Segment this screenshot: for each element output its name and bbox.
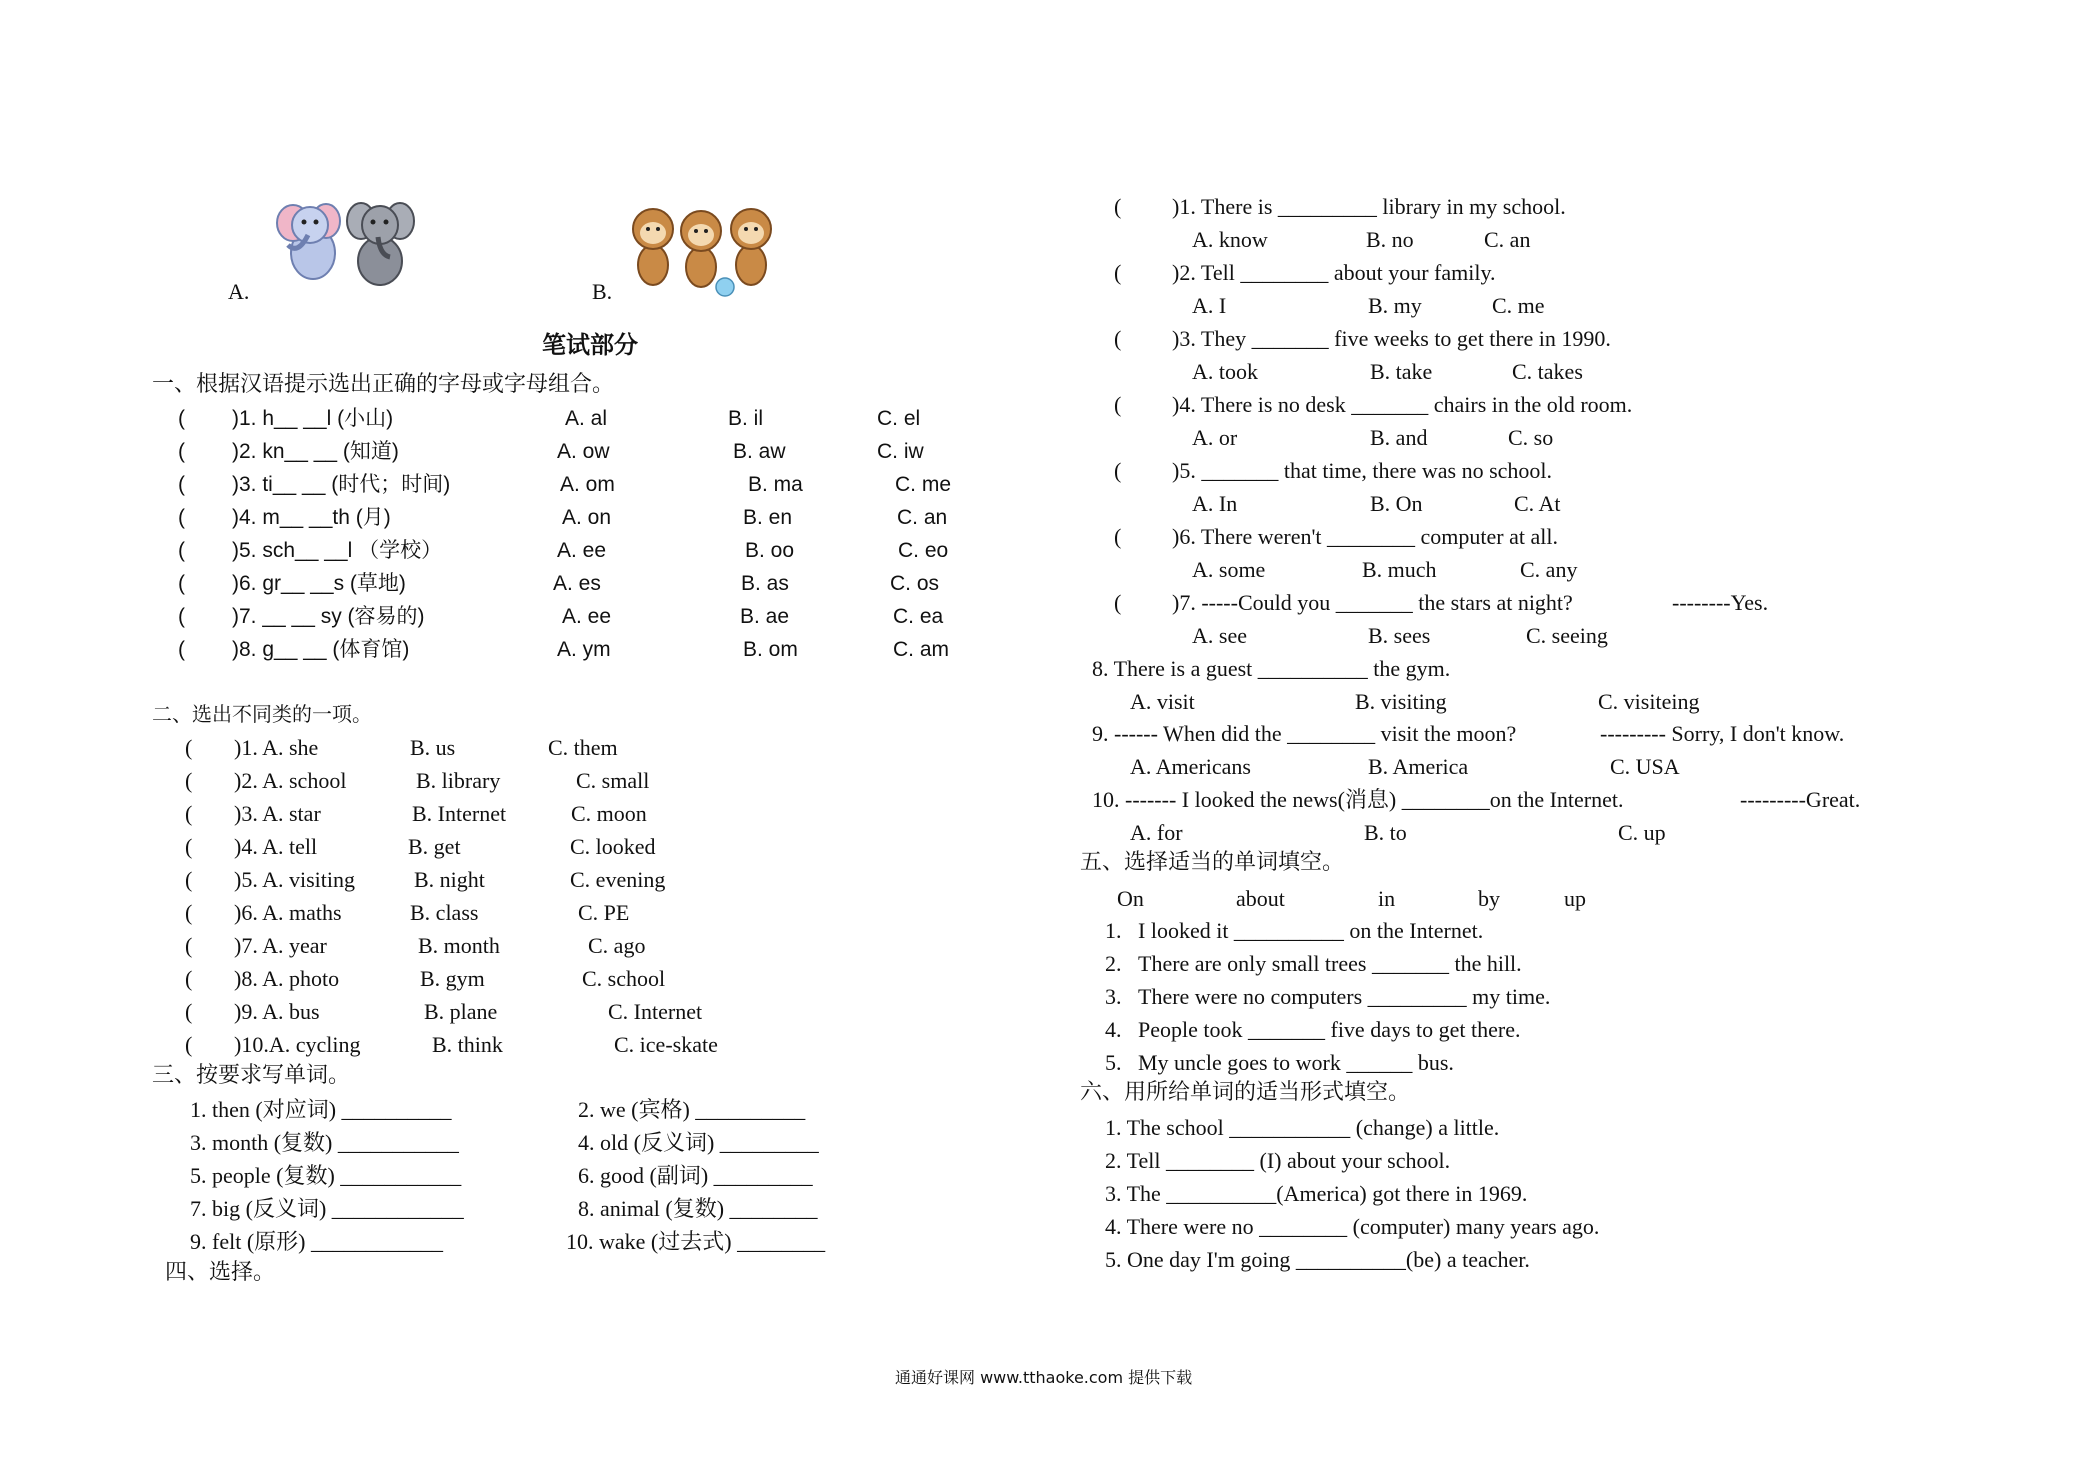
s1-paren: ( bbox=[178, 407, 185, 430]
s2-option-c: C. Internet bbox=[608, 999, 703, 1024]
s2-paren: ( bbox=[185, 933, 193, 958]
s4-option-a: A. some bbox=[1192, 557, 1266, 582]
s5-item: 1. I looked it __________ on the Internet. bbox=[1105, 918, 1484, 943]
s4-option-c: C. takes bbox=[1512, 359, 1583, 384]
s4-option-a: A. for bbox=[1130, 820, 1183, 845]
s2-option-a: )7. A. year bbox=[234, 933, 327, 958]
s3-right-item: 2. we (宾格) __________ bbox=[578, 1097, 806, 1122]
s1-option-c: C. el bbox=[877, 407, 921, 430]
s1-option-b: B. om bbox=[743, 638, 798, 661]
s1-option-b: B. il bbox=[728, 407, 764, 430]
s5-word: up bbox=[1564, 886, 1586, 911]
s1-option-a: A. ee bbox=[562, 605, 612, 628]
s4-question: 10. ------- I looked the news(消息) ________on the Internet. bbox=[1092, 787, 1624, 812]
s1-option-a: A. es bbox=[553, 572, 601, 595]
s1-paren: ( bbox=[178, 572, 185, 595]
s1-paren: ( bbox=[178, 440, 185, 463]
s2-paren: ( bbox=[185, 999, 193, 1024]
s4-paren: ( bbox=[1114, 194, 1122, 219]
picture-a-label: A. bbox=[228, 279, 250, 304]
s4-reply: ---------Great. bbox=[1740, 787, 1861, 812]
s1-option-b: B. ae bbox=[740, 605, 790, 628]
s4-option-b: B. America bbox=[1368, 754, 1469, 779]
s4-question: )6. There weren't ________ computer at all. bbox=[1172, 524, 1558, 549]
s2-option-b: B. gym bbox=[420, 966, 485, 991]
s5-word: about bbox=[1236, 886, 1285, 911]
s1-option-b: B. en bbox=[743, 506, 793, 529]
section3-heading: 三、按要求写单词。 bbox=[152, 1063, 351, 1088]
s4-option-b: B. On bbox=[1370, 491, 1423, 516]
s1-option-c: C. an bbox=[897, 506, 948, 529]
s2-option-b: B. plane bbox=[424, 999, 498, 1024]
s4-option-a: A. In bbox=[1192, 491, 1238, 516]
s3-right-item: 10. wake (过去式) ________ bbox=[566, 1229, 826, 1254]
s1-option-b: B. oo bbox=[745, 539, 795, 562]
s6-item: 2. Tell ________ (I) about your school. bbox=[1105, 1148, 1451, 1173]
s1-question: )6. gr__ __s (草地) bbox=[232, 572, 406, 595]
s1-option-c: C. me bbox=[895, 473, 952, 496]
s1-option-a: A. ee bbox=[557, 539, 607, 562]
s2-paren: ( bbox=[185, 801, 193, 826]
s4-option-b: B. visiting bbox=[1355, 689, 1447, 714]
s4-option-c: C. USA bbox=[1610, 754, 1680, 779]
s4-option-c: C. me bbox=[1492, 293, 1545, 318]
s2-paren: ( bbox=[185, 900, 193, 925]
s1-paren: ( bbox=[178, 539, 185, 562]
s3-right-item: 8. animal (复数) ________ bbox=[578, 1196, 818, 1221]
s1-option-a: A. ow bbox=[557, 440, 610, 463]
written-part-title: 笔试部分 bbox=[542, 331, 638, 359]
s3-left-item: 9. felt (原形) ____________ bbox=[190, 1229, 443, 1254]
s2-option-a: )10.A. cycling bbox=[234, 1032, 361, 1057]
s4-paren: ( bbox=[1114, 524, 1122, 549]
s2-option-b: B. library bbox=[416, 768, 501, 793]
s1-option-c: C. am bbox=[893, 638, 950, 661]
s2-option-b: B. month bbox=[418, 933, 500, 958]
s2-option-a: )3. A. star bbox=[234, 801, 321, 826]
s5-word: by bbox=[1478, 886, 1500, 911]
s4-reply: --------- Sorry, I don't know. bbox=[1600, 721, 1845, 746]
picture-b-label: B. bbox=[592, 279, 613, 304]
s2-option-b: B. Internet bbox=[412, 801, 507, 826]
s4-option-c: C. visiteing bbox=[1598, 689, 1700, 714]
s1-option-b: B. as bbox=[741, 572, 789, 595]
s1-option-c: C. ea bbox=[893, 605, 944, 628]
s1-paren: ( bbox=[178, 605, 185, 628]
s1-option-b: B. ma bbox=[748, 473, 803, 496]
s4-question: 8. There is a guest __________ the gym. bbox=[1092, 656, 1451, 681]
s4-option-a: A. or bbox=[1192, 425, 1238, 450]
s4-option-a: A. see bbox=[1192, 623, 1247, 648]
s3-left-item: 5. people (复数) ___________ bbox=[190, 1163, 462, 1188]
s2-option-c: C. evening bbox=[570, 867, 666, 892]
s1-paren: ( bbox=[178, 638, 185, 661]
s4-question: )2. Tell ________ about your family. bbox=[1172, 260, 1496, 285]
s2-option-c: C. PE bbox=[578, 900, 630, 925]
s1-question: )7. __ __ sy (容易的) bbox=[232, 605, 425, 628]
s2-paren: ( bbox=[185, 735, 193, 760]
s4-option-a: A. I bbox=[1192, 293, 1227, 318]
s2-option-c: C. them bbox=[548, 735, 618, 760]
s4-question: )3. They _______ five weeks to get there in 1990. bbox=[1172, 326, 1611, 351]
s5-word: On bbox=[1117, 886, 1144, 911]
s2-option-a: )9. A. bus bbox=[234, 999, 320, 1024]
s2-option-c: C. looked bbox=[570, 834, 656, 859]
s5-item: 5. My uncle goes to work ______ bus. bbox=[1105, 1050, 1454, 1075]
s2-paren: ( bbox=[185, 966, 193, 991]
s2-option-c: C. ice-skate bbox=[614, 1032, 718, 1057]
s2-paren: ( bbox=[185, 1032, 193, 1057]
s4-option-b: B. no bbox=[1366, 227, 1414, 252]
section4-heading: 四、选择。 bbox=[165, 1260, 276, 1285]
s1-question: )1. h__ __l (小山) bbox=[232, 407, 394, 430]
s3-left-item: 3. month (复数) ___________ bbox=[190, 1130, 459, 1155]
section2-heading: 二、选出不同类的一项。 bbox=[152, 702, 372, 726]
s4-option-a: A. took bbox=[1192, 359, 1258, 384]
s1-option-c: C. eo bbox=[898, 539, 949, 562]
s1-option-b: B. aw bbox=[733, 440, 786, 463]
s4-option-b: B. to bbox=[1364, 820, 1407, 845]
s4-paren: ( bbox=[1114, 260, 1122, 285]
s4-question: )4. There is no desk _______ chairs in the old room. bbox=[1172, 392, 1633, 417]
s1-option-c: C. iw bbox=[877, 440, 924, 463]
s3-left-item: 1. then (对应词) __________ bbox=[190, 1097, 452, 1122]
s2-paren: ( bbox=[185, 867, 193, 892]
s1-option-a: A. al bbox=[565, 407, 608, 430]
s1-option-a: A. on bbox=[562, 506, 612, 529]
s1-question: )5. sch__ __l （学校） bbox=[232, 539, 443, 562]
s2-option-c: C. moon bbox=[571, 801, 647, 826]
s4-option-b: B. much bbox=[1362, 557, 1437, 582]
s6-item: 1. The school ___________ (change) a little. bbox=[1105, 1115, 1500, 1140]
s4-option-b: B. take bbox=[1370, 359, 1433, 384]
monkeys-illustration bbox=[623, 203, 793, 298]
s4-question: )7. -----Could you _______ the stars at night? bbox=[1172, 590, 1573, 615]
s5-word: in bbox=[1378, 886, 1396, 911]
s1-question: )4. m__ __th (月) bbox=[232, 506, 391, 529]
s1-question: )2. kn__ __ (知道) bbox=[232, 440, 399, 463]
s4-reply: --------Yes. bbox=[1672, 590, 1769, 615]
s3-right-item: 4. old (反义词) _________ bbox=[578, 1130, 819, 1155]
section5-heading: 五、选择适当的单词填空。 bbox=[1080, 850, 1345, 875]
s4-option-b: B. my bbox=[1368, 293, 1422, 318]
s2-option-c: C. school bbox=[582, 966, 666, 991]
s3-left-item: 7. big (反义词) ____________ bbox=[190, 1196, 464, 1221]
s2-option-c: C. small bbox=[576, 768, 650, 793]
s4-paren: ( bbox=[1114, 392, 1122, 417]
s2-option-b: B. night bbox=[414, 867, 485, 892]
s4-option-c: C. seeing bbox=[1526, 623, 1608, 648]
s4-question: 9. ------ When did the ________ visit the moon? bbox=[1092, 721, 1517, 746]
s1-option-c: C. os bbox=[890, 572, 940, 595]
s2-option-b: B. class bbox=[410, 900, 479, 925]
s6-item: 3. The __________(America) got there in 1969. bbox=[1105, 1181, 1528, 1206]
s1-option-a: A. om bbox=[560, 473, 615, 496]
s4-option-c: C. so bbox=[1508, 425, 1554, 450]
s5-item: 4. People took _______ five days to get there. bbox=[1105, 1017, 1521, 1042]
s4-paren: ( bbox=[1114, 326, 1122, 351]
footer-credit: 通通好课网 www.tthaoke.com 提供下载 bbox=[895, 1368, 1193, 1387]
s2-option-a: )5. A. visiting bbox=[234, 867, 356, 892]
elephants-illustration bbox=[268, 195, 438, 295]
s2-option-a: )1. A. she bbox=[234, 735, 319, 760]
s4-option-b: B. and bbox=[1370, 425, 1428, 450]
s2-option-a: )8. A. photo bbox=[234, 966, 340, 991]
s1-paren: ( bbox=[178, 473, 185, 496]
section1-heading: 一、根据汉语提示选出正确的字母或字母组合。 bbox=[152, 372, 615, 397]
s4-paren: ( bbox=[1114, 458, 1122, 483]
s4-question: )5. _______ that time, there was no school. bbox=[1172, 458, 1553, 483]
s2-option-a: )6. A. maths bbox=[234, 900, 342, 925]
s1-paren: ( bbox=[178, 506, 185, 529]
s4-option-c: C. an bbox=[1484, 227, 1531, 252]
s4-paren: ( bbox=[1114, 590, 1122, 615]
s4-option-a: A. visit bbox=[1130, 689, 1195, 714]
s4-option-a: A. Americans bbox=[1130, 754, 1251, 779]
s2-option-b: B. think bbox=[432, 1032, 503, 1057]
s4-option-c: C. up bbox=[1618, 820, 1666, 845]
s4-option-a: A. know bbox=[1192, 227, 1268, 252]
s6-item: 5. One day I'm going __________(be) a teacher. bbox=[1105, 1247, 1530, 1272]
section6-heading: 六、用所给单词的适当形式填空。 bbox=[1080, 1080, 1411, 1105]
s2-paren: ( bbox=[185, 834, 193, 859]
s3-right-item: 6. good (副词) _________ bbox=[578, 1163, 813, 1188]
s1-question: )8. g__ __ (体育馆) bbox=[232, 638, 410, 661]
s4-option-c: C. any bbox=[1520, 557, 1578, 582]
s2-option-b: B. us bbox=[410, 735, 456, 760]
s4-option-b: B. sees bbox=[1368, 623, 1431, 648]
s2-paren: ( bbox=[185, 768, 193, 793]
s2-option-c: C. ago bbox=[588, 933, 646, 958]
s2-option-a: )4. A. tell bbox=[234, 834, 318, 859]
s2-option-b: B. get bbox=[408, 834, 461, 859]
s6-item: 4. There were no ________ (computer) many years ago. bbox=[1105, 1214, 1600, 1239]
s5-item: 3. There were no computers _________ my time. bbox=[1105, 984, 1551, 1009]
s4-option-c: C. At bbox=[1514, 491, 1561, 516]
s1-option-a: A. ym bbox=[557, 638, 611, 661]
s4-question: )1. There is _________ library in my school. bbox=[1172, 194, 1566, 219]
s2-option-a: )2. A. school bbox=[234, 768, 347, 793]
s1-question: )3. ti__ __ (时代；时间) bbox=[232, 473, 451, 496]
s5-item: 2. There are only small trees _______ the hill. bbox=[1105, 951, 1522, 976]
